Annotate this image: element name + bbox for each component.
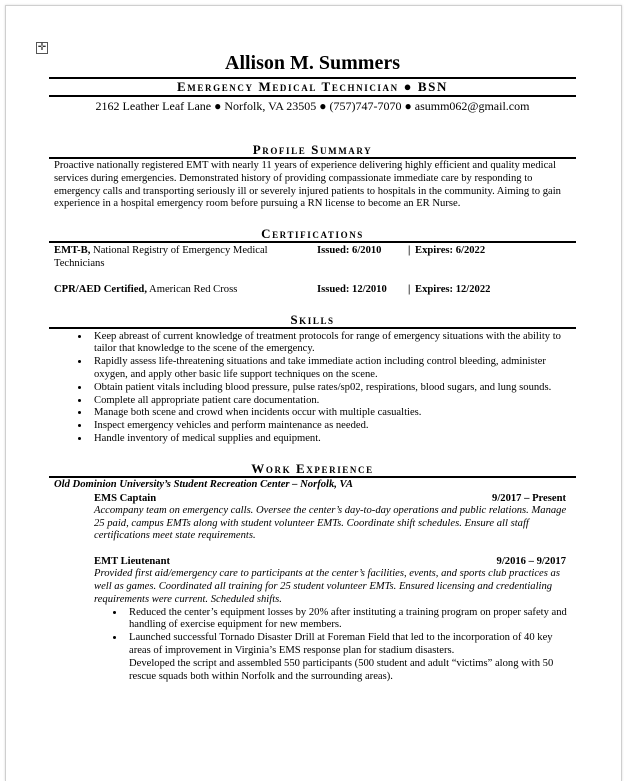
job-achievements-list	[49, 607, 576, 658]
certification-expires: Expires: 6/2022	[415, 245, 486, 257]
achievement-continuation: Developed the script and assembled 550 participants (500 student and adult “victims” along with 50 rescue squads both within Norfolk and the surrounding areas).	[129, 657, 554, 682]
certification-name	[54, 284, 317, 297]
list-item: • Handle inventory of medical supplies and equipment.	[90, 433, 576, 446]
resume-content	[49, 52, 576, 683]
job-header	[49, 492, 576, 505]
job-header	[49, 555, 576, 568]
resume-name: Allison M. Summers	[225, 52, 400, 74]
job-title: EMS Captain	[94, 492, 157, 504]
job-description: Accompany team on emergency calls. Oversee the center’s day-to-day operations and public relations. Manage 25 paid, campus EMTs along with student volunteer EMTs. Coordinate shift schedules. Ensure all staff certifications meet state requirements.	[94, 504, 567, 542]
certification-separator: |	[408, 283, 411, 295]
section-heading-experience: Work Experience	[251, 460, 374, 476]
list-item: • Complete all appropriate patient care documentation.	[90, 395, 576, 408]
job-dates: 9/2016 – 9/2017	[496, 556, 566, 568]
certification-separator: |	[408, 245, 411, 257]
job-dates: 9/2017 – Present	[492, 492, 566, 504]
certification-issuer: National Registry of Emergency Medical Technicians	[54, 245, 268, 269]
certification-issuer: American Red Cross	[146, 283, 238, 295]
job-description: Provided first aid/emergency care to participants at the center’s facilities, events, and sports club practices as well as games. Coordinated all training for 25 student volunteer EMTs. Ensured licensing and credentialing requirements were current. Scheduled shifts.	[94, 568, 560, 605]
contact-line: 2162 Leather Leaf Lane ● Norfolk, VA 23505 ● (757)747-7070 ● asumm062@gmail.com	[95, 99, 530, 113]
divider	[49, 95, 576, 97]
divider	[49, 157, 576, 159]
certification-title: EMT-B,	[54, 245, 91, 257]
section-heading-profile: Profile Summary	[252, 142, 373, 157]
job-title: EMT Lieutenant	[94, 556, 171, 568]
document-page	[5, 5, 622, 781]
list-item: • Inspect emergency vehicles and perform maintenance as needed.	[90, 420, 576, 433]
certification-title: CPR/AED Certified,	[54, 283, 147, 295]
divider	[49, 241, 576, 243]
list-item: • Manage both scene and crowd when incidents occur with multiple casualties.	[90, 407, 576, 420]
resume-title: Emergency Medical Technician ● BSN	[177, 79, 448, 94]
certification-row	[49, 245, 576, 271]
list-item: • Rapidly assess life-threatening situations and take immediate action including control bleeding, administer oxygen, and apply other basic life support techniques on the scene.	[90, 356, 576, 382]
certification-expires: Expires: 12/2022	[415, 283, 491, 295]
divider	[49, 327, 576, 329]
section-heading-certifications: Certifications	[261, 226, 364, 242]
list-item: • Launched successful Tornado Disaster Drill at Foreman Field that led to the incorporation of 40 key areas of improvement in Virginia’s EMS response plan for stadium disasters.	[125, 632, 571, 658]
list-item: • Keep abreast of current knowledge of treatment protocols for range of emergency situations with the ability to tailor that knowledge to the scene of the emergency.	[90, 331, 576, 357]
certification-issued: Issued: 12/2010	[317, 283, 387, 295]
section-heading-skills: Skills	[290, 311, 335, 327]
skills-list	[49, 331, 576, 446]
list-item: • Obtain patient vitals including blood pressure, pulse rates/sp02, respirations, blood sugars, and lung sounds.	[90, 382, 576, 395]
employer-name: Old Dominion University’s Student Recreation Center – Norfolk, VA	[54, 478, 353, 490]
table-move-handle-icon[interactable]: ✛	[37, 42, 47, 53]
certification-row	[49, 284, 576, 297]
list-item: • Reduced the center’s equipment losses by 20% after instituting a training program on proper safety and handling of exercise equipment for new members.	[125, 607, 571, 633]
profile-summary-text: Proactive nationally registered EMT with nearly 11 years of experience delivering highly efficient and quality medical services during emergencies. Demonstrated history of providing compassionate immediate care by responding to emergency calls and transporting seriously ill or severely injured patients to hospitals in the community. Aiming to gain experience in a hospital emergency room before pursuing a RN license to become an ER Nurse.	[54, 160, 561, 210]
certification-issued: Issued: 6/2010	[317, 245, 382, 257]
certification-name	[54, 245, 317, 271]
